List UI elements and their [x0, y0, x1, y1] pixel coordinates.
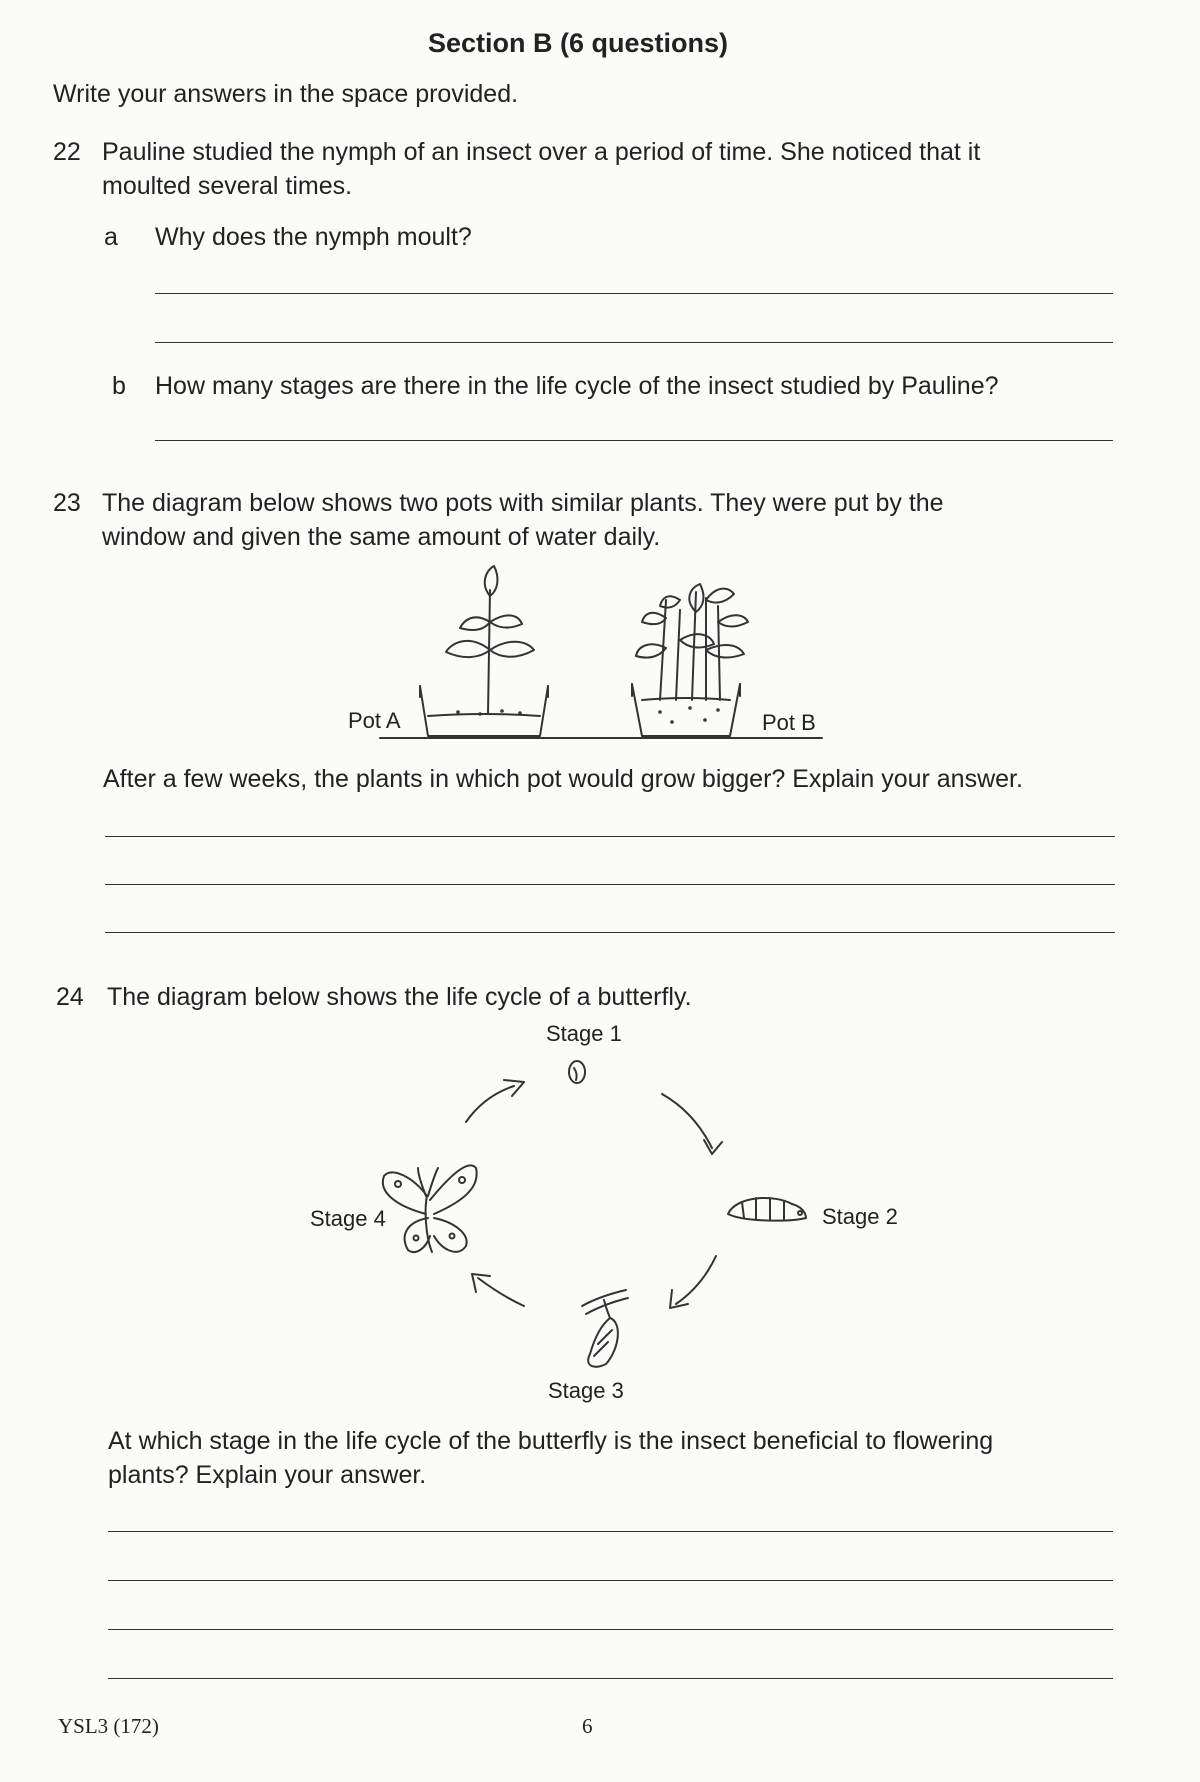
q22b-text: How many stages are there in the life cycle of the insect studied by Pauline?	[155, 372, 999, 400]
stage-2-label: Stage 2	[822, 1204, 898, 1229]
q24-answer-line-1[interactable]	[108, 1531, 1113, 1532]
q24-answer-line-4[interactable]	[108, 1678, 1113, 1679]
arrow-stage4-to-stage1	[466, 1080, 524, 1122]
q22-stem-line1: Pauline studied the nymph of an insect over a period of time. She noticed that it	[102, 138, 981, 166]
caterpillar-icon	[728, 1198, 806, 1221]
q23-number: 23	[53, 489, 81, 517]
q24-number: 24	[56, 983, 84, 1011]
arrow-stage3-to-stage4	[472, 1274, 524, 1306]
page-number: 6	[582, 1714, 593, 1738]
egg-icon	[569, 1061, 585, 1083]
arrow-stage2-to-stage3	[670, 1256, 716, 1308]
q24-question-line2: plants? Explain your answer.	[108, 1461, 427, 1489]
q22a-letter: a	[104, 223, 118, 251]
pot-b-label: Pot B	[762, 710, 816, 735]
q23-question: After a few weeks, the plants in which pot would grow bigger? Explain your answer.	[103, 765, 1023, 793]
q23-stem-line1: The diagram below shows two pots with similar plants. They were put by the	[102, 489, 944, 517]
q22-stem-line2: moulted several times.	[102, 172, 353, 200]
q24-question-line1: At which stage in the life cycle of the butterfly is the insect beneficial to flowering	[108, 1427, 994, 1455]
stage-1-label: Stage 1	[546, 1021, 622, 1046]
arrow-stage1-to-stage2	[662, 1094, 722, 1154]
q22b-letter: b	[112, 372, 126, 400]
pot-a-label: Pot A	[348, 708, 401, 733]
q23-stem-line2: window and given the same amount of water daily.	[102, 523, 661, 551]
instructions: Write your answers in the space provided.	[53, 80, 519, 108]
q24-stem: The diagram below shows the life cycle of a butterfly.	[107, 983, 692, 1011]
footer-code: YSL3 (172)	[58, 1714, 159, 1738]
q22-number: 22	[53, 138, 81, 166]
section-title: Section B (6 questions)	[428, 28, 729, 58]
pupa-icon	[582, 1290, 628, 1367]
q24-answer-line-2[interactable]	[108, 1580, 1113, 1581]
q24-answer-line-3[interactable]	[108, 1629, 1113, 1630]
stage-4-label: Stage 4	[310, 1206, 386, 1231]
q22a-text: Why does the nymph moult?	[155, 223, 472, 251]
stage-3-label: Stage 3	[548, 1378, 624, 1403]
butterfly-icon	[383, 1165, 477, 1252]
